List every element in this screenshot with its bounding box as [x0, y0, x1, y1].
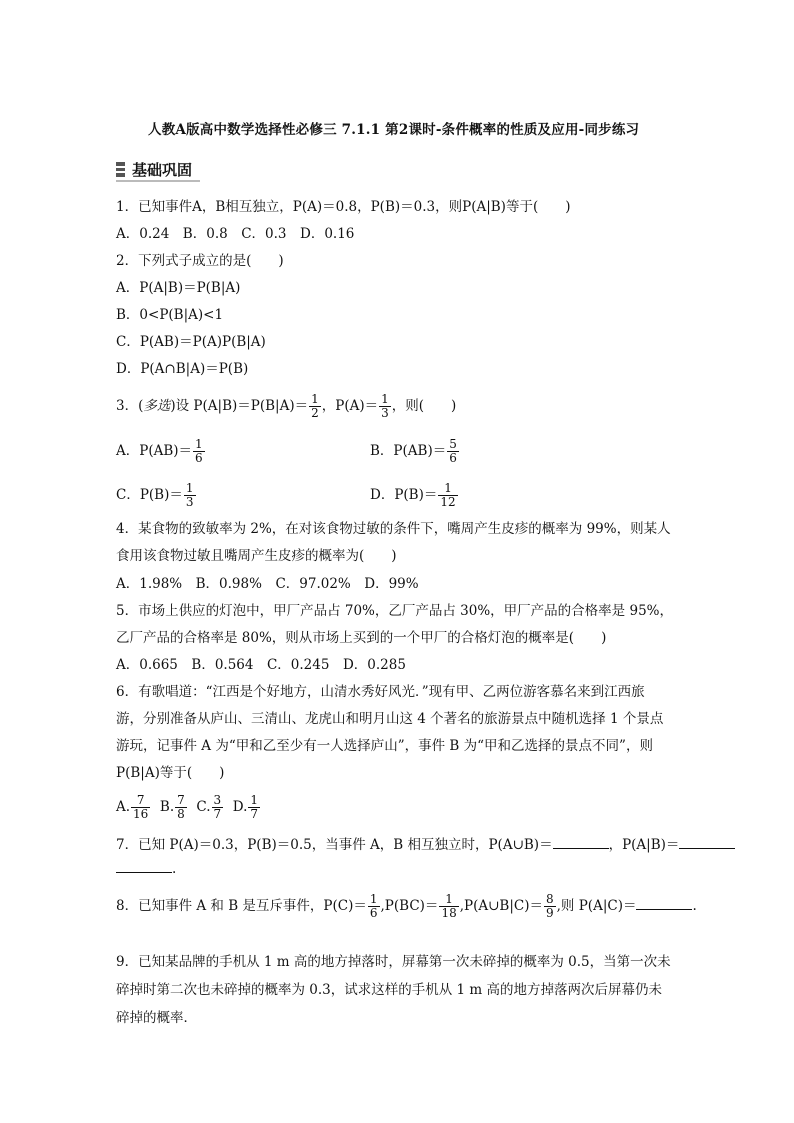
fraction: $\frac{1}{18}$	[441, 892, 457, 920]
question-4-line-2: 食用该食物过敏且嘴周产生皮疹的概率为( )	[116, 548, 397, 564]
question-3-option-b: B．P(AB)＝ $\frac{5}{6}$	[370, 437, 457, 465]
fraction: $\frac{1}{3}$	[381, 392, 389, 420]
fraction: $\frac{1}{6}$	[195, 437, 203, 465]
question-7-end: .	[116, 860, 176, 878]
answer-blank[interactable]	[553, 836, 609, 849]
fraction: $\frac{3}{7}$	[213, 793, 222, 821]
question-1-options: A．0.24 B．0.8 C．0.3 D．0.16	[116, 226, 355, 242]
answer-blank[interactable]	[679, 836, 735, 849]
question-6-line-3: 游玩，记事件 A 为“甲和乙至少有一人选择庐山”，事件 B 为“甲和乙选择的景点不同”，则	[116, 738, 653, 754]
question-2-option-b: B．0<P(B|A)<1	[116, 307, 224, 323]
question-9-line-2: 碎掉时第二次也未碎掉的概率为 0.3，试求这样的手机从 1 m 高的地方掉落两次后屏幕仍未	[116, 982, 663, 998]
question-6-line-4: P(B|A)等于( )	[116, 765, 225, 781]
question-7-stem: 7．已知 P(A)＝0.3，P(B)＝0.5，当事件 A，B 相互独立时，P(A∪B)＝ ，P(A|B)＝	[116, 836, 735, 854]
question-5-line-2: 乙厂产品的合格率是 80%，则从市场上买到的一个甲厂的合格灯泡的概率是( )	[116, 630, 607, 646]
question-2-option-d: D．P(A∩B|A)＝P(B)	[116, 361, 249, 377]
question-3-stem: 3．(多选)设 P(A|B)＝P(B|A)＝ $\frac{1}{2}$ ，P(A)＝ $\frac{1}{3}$ ，则( )	[116, 392, 457, 420]
question-5-line-1: 5．市场上供应的灯泡中，甲厂产品占 70%，乙厂产品占 30%，甲厂产品的合格率是 95%，	[116, 603, 673, 619]
fraction: $\frac{1}{7}$	[250, 793, 259, 821]
question-6-options: A. $\frac{7}{16}$ B. $\frac{7}{8}$ C. $\frac{3}{7}$ D. $\frac{1}{7}$	[116, 793, 259, 821]
section-title: 基础巩固	[132, 161, 193, 179]
question-2-stem: 2．下列式子成立的是( )	[116, 253, 284, 269]
question-1-stem: 1．已知事件A，B相互独立，P(A)＝0.8，P(B)＝0.3，则P(A|B)等于( )	[116, 199, 571, 215]
fraction: $\frac{8}{9}$	[546, 892, 554, 920]
fraction: $\frac{1}{2}$	[311, 392, 319, 420]
question-3-option-c: C．P(B)＝ $\frac{1}{3}$	[116, 481, 194, 509]
question-9-line-1: 9．已知某品牌的手机从 1 m 高的地方掉落时，屏幕第一次未碎掉的概率为 0.5，当第一次未	[116, 954, 671, 970]
fraction: $\frac{1}{3}$	[185, 481, 194, 509]
document-title: 人教A版高中数学选择性必修三 7.1.1 第2课时-条件概率的性质及应用-同步练习	[148, 122, 640, 138]
multi-select-tag: 多选	[143, 398, 171, 414]
question-8-stem: 8．已知事件 A 和 B 是互斥事件，P(C)＝ $\frac{1}{6}$ ,P(BC)＝ $\frac{1}{18}$ ,P(A∪B|C)＝ $\frac{8}{9}$ ,则 P(A|C)＝ .	[116, 892, 697, 920]
fraction: $\frac{5}{6}$	[449, 437, 457, 465]
question-4-options: A．1.98% B．0.98% C．97.02% D．99%	[116, 576, 419, 592]
question-6-line-2: 游，分别准备从庐山、三清山、龙虎山和明月山这 4 个著名的旅游景点中随机选择 1 个景点	[116, 711, 664, 727]
answer-blank[interactable]	[636, 897, 692, 910]
fraction: $\frac{7}{16}$	[133, 793, 149, 821]
question-5-options: A．0.665 B．0.564 C．0.245 D．0.285	[116, 657, 406, 673]
fraction: $\frac{7}{8}$	[177, 793, 185, 821]
question-3-option-a: A．P(AB)＝ $\frac{1}{6}$	[116, 437, 203, 465]
question-3-option-d: D．P(B)＝ $\frac{1}{12}$	[370, 481, 456, 509]
question-6-line-1: 6．有歌唱道：“江西是个好地方，山清水秀好风光．”现有甲、乙两位游客慕名来到江西旅	[116, 684, 645, 700]
answer-blank[interactable]	[116, 860, 172, 873]
section-marker-icon	[116, 162, 125, 177]
section-underline	[116, 180, 200, 182]
fraction: $\frac{1}{12}$	[440, 481, 456, 509]
question-2-option-a: A．P(A|B)＝P(B|A)	[116, 280, 241, 296]
fraction: $\frac{1}{6}$	[369, 892, 378, 920]
question-9-line-3: 碎掉的概率．	[116, 1010, 197, 1026]
question-2-option-c: C．P(AB)＝P(A)P(B|A)	[116, 334, 266, 350]
question-4-line-1: 4．某食物的致敏率为 2%，在对该食物过敏的条件下，嘴周产生皮疹的概率为 99%，则某人	[116, 521, 671, 537]
